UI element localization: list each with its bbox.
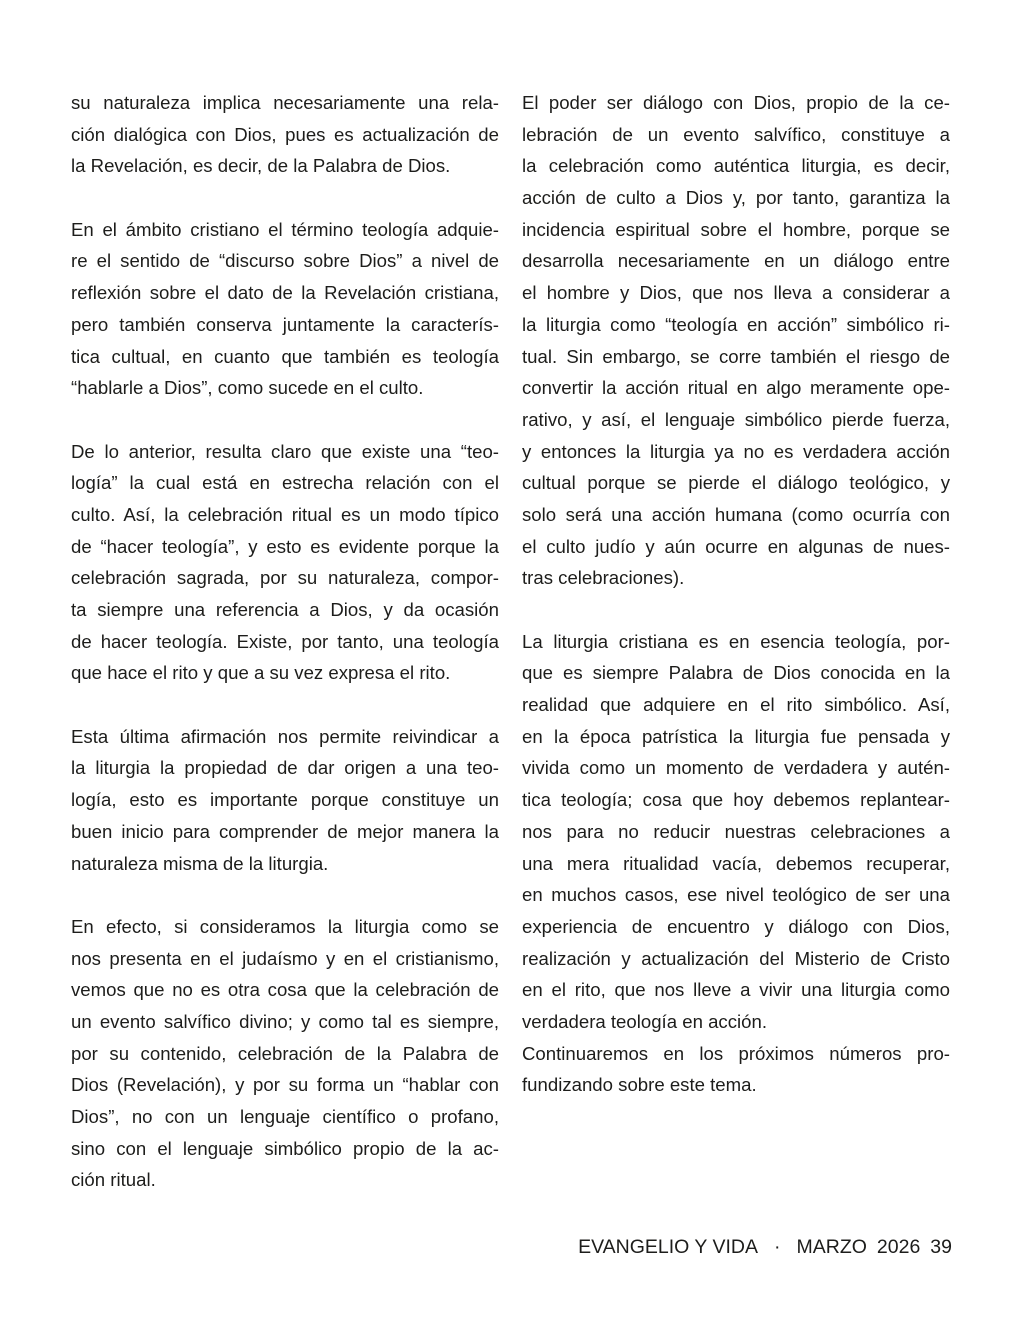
paragraph	[71, 436, 499, 690]
text-line: la celebración como auténtica liturgia, es decir,	[522, 155, 950, 177]
text-line: tras celebraciones).	[522, 567, 685, 589]
footer-separator: ·	[773, 1236, 781, 1258]
text-line: Dios (Revelación), y por su forma un “hablar con	[71, 1074, 499, 1096]
text-line: buen inicio para comprender de mejor manera la	[71, 820, 499, 842]
text-line: desarrolla necesariamente en un diálogo entre	[522, 250, 950, 272]
text-line: vivida como un momento de verdadera y autén-	[522, 757, 950, 779]
text-line: celebración sagrada, por su naturaleza, compor-	[71, 567, 499, 589]
text-line: lebración de un evento salvífico, constituye a	[522, 123, 950, 145]
text-line: verdadera teología en acción.	[522, 1010, 767, 1032]
text-line: tica cultual, en cuanto que también es teología	[71, 345, 499, 367]
text-line: rativo, y así, el lenguaje simbólico pierde fuerza,	[522, 408, 950, 430]
text-line: convertir la acción ritual en algo meramente ope-	[522, 377, 950, 399]
text-line: realidad que adquiere en el rito simbólico. Así,	[522, 694, 950, 716]
text-line: naturaleza misma de la liturgia.	[71, 852, 329, 874]
publication-name: EVANGELIO Y VIDA	[578, 1236, 758, 1258]
text-line: re el sentido de “discurso sobre Dios” a nivel de	[71, 250, 499, 272]
text-line: la Revelación, es decir, de la Palabra de Dios.	[71, 155, 451, 177]
text-line: una mera ritualidad vacía, debemos recuperar,	[522, 852, 950, 874]
text-line: acción de culto a Dios y, por tanto, garantiza la	[522, 187, 950, 209]
text-line: en la época patrística la liturgia fue pensada y	[522, 725, 950, 747]
text-line: tica teología; cosa que hoy debemos replantear-	[522, 789, 950, 811]
text-line: un evento salvífico divino; y como tal es siempre,	[71, 1010, 499, 1032]
text-line: la liturgia como “teología en acción” simbólico ri-	[522, 313, 950, 335]
text-line: culto. Así, la celebración ritual es un modo típico	[71, 503, 499, 525]
page-number: 39	[930, 1236, 952, 1258]
left-column	[71, 87, 499, 1196]
text-line: La liturgia cristiana es en esencia teología, por-	[522, 630, 950, 652]
page-footer	[578, 1236, 952, 1259]
text-line: pero también conserva juntamente la caracterís-	[71, 313, 499, 335]
text-line: y entonces la liturgia ya no es verdadera acción	[522, 440, 950, 462]
issue-month: MARZO	[796, 1236, 867, 1258]
text-line: nos para no reducir nuestras celebraciones a	[522, 820, 950, 842]
text-line: de “hacer teología”, y esto es evidente porque la	[71, 535, 499, 557]
paragraph	[71, 721, 499, 879]
text-line: En el ámbito cristiano el término teología adquie-	[71, 218, 499, 240]
text-line: que hace el rito y que a su vez expresa el rito.	[71, 662, 451, 684]
text-line: El poder ser diálogo con Dios, propio de la ce-	[522, 92, 950, 113]
text-line: Continuaremos en los próximos números pro-	[522, 1042, 950, 1064]
text-line: realización y actualización del Misterio de Cristo	[522, 947, 950, 969]
text-line: solo será una acción humana (como ocurría con	[522, 503, 950, 525]
right-column	[522, 87, 950, 1101]
text-line: logía, esto es importante porque constituye un	[71, 789, 499, 811]
text-line: ción ritual.	[71, 1169, 156, 1191]
text-line: en el rito, que nos lleve a vivir una liturgia como	[522, 979, 950, 1001]
paragraph	[71, 911, 499, 1196]
paragraph	[522, 87, 950, 594]
paragraph	[522, 626, 950, 1038]
text-line: el hombre y Dios, que nos lleva a considerar a	[522, 282, 950, 304]
text-line: en muchos casos, ese nivel teológico de ser una	[522, 884, 950, 906]
issue-year: 2026	[876, 1236, 921, 1258]
text-line: incidencia espiritual sobre el hombre, porque se	[522, 218, 950, 240]
text-line: De lo anterior, resulta claro que existe una “teo-	[71, 440, 499, 462]
text-line: por su contenido, celebración de la Palabra de	[71, 1042, 499, 1064]
text-line: ta siempre una referencia a Dios, y da ocasión	[71, 599, 499, 620]
text-line: tual. Sin embargo, se corre también el riesgo de	[522, 345, 950, 367]
paragraph	[71, 87, 499, 182]
text-line: Esta última afirmación nos permite reivindicar a	[71, 725, 499, 747]
text-line: logía” la cual está en estrecha relación con el	[71, 472, 499, 494]
text-line: reflexión sobre el dato de la Revelación cristiana,	[71, 282, 499, 304]
paragraph	[522, 1038, 950, 1101]
text-line: En efecto, si consideramos la liturgia como se	[71, 915, 499, 937]
text-line: sino con el lenguaje simbólico propio de la ac-	[71, 1137, 499, 1159]
text-line: de hacer teología. Existe, por tanto, una teología	[71, 630, 499, 652]
paragraph	[71, 214, 499, 404]
text-line: ción dialógica con Dios, pues es actualización de	[71, 123, 499, 145]
text-line: experiencia de encuentro y diálogo con Dios,	[522, 915, 950, 937]
text-line: que es siempre Palabra de Dios conocida en la	[522, 662, 950, 684]
text-line: el culto judío y aún ocurre en algunas de nues-	[522, 535, 950, 557]
text-line: vemos que no es otra cosa que la celebración de	[71, 979, 499, 1001]
text-line: cultual porque se pierde el diálogo teológico, y	[522, 472, 950, 494]
text-line: la liturgia la propiedad de dar origen a una teo-	[71, 757, 499, 779]
text-line: nos presenta en el judaísmo y en el cristianismo,	[71, 947, 499, 969]
text-line: su naturaleza implica necesariamente una rela-	[71, 92, 499, 113]
text-line: Dios”, no con un lenguaje científico o profano,	[71, 1106, 499, 1127]
text-line: “hablarle a Dios”, como sucede en el culto.	[71, 377, 424, 399]
text-line: fundizando sobre este tema.	[522, 1074, 757, 1096]
